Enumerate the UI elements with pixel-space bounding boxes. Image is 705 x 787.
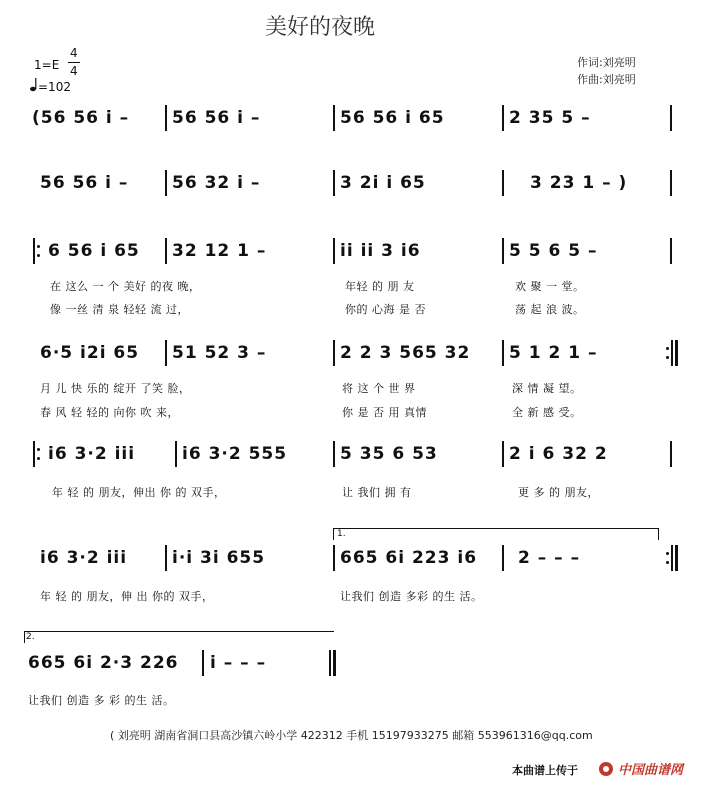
lyricist-credit: 作词:刘亮明 [577, 56, 636, 69]
time-signature-bottom: 4 [70, 64, 78, 78]
lyric-line: 在 这么 一 个 美好 的夜 晚， [50, 280, 201, 293]
repeat-barline [671, 545, 673, 571]
lyric-line: 你的 心海 是 否 [345, 303, 426, 316]
measure: 6·5 i2i 65 [40, 343, 140, 363]
barline [202, 650, 204, 676]
volta-bracket [333, 528, 658, 529]
barline [333, 340, 335, 366]
measure: i6 3·2 iii [40, 548, 128, 568]
measure: 665 6i 2·3 226 [28, 653, 179, 673]
barline [502, 105, 504, 131]
barline [333, 545, 335, 571]
barline [165, 545, 167, 571]
composer-credit: 作曲:刘亮明 [577, 73, 636, 86]
lyric-line: 更 多 的 朋友， [518, 486, 599, 499]
measure: (56 56 i – [32, 108, 130, 128]
measure: 56 56 i – [40, 173, 129, 193]
logo-text: 中国曲谱网 [618, 763, 684, 778]
barline [670, 238, 672, 264]
measure: i6 3·2 555 [182, 444, 288, 464]
barline [333, 441, 335, 467]
barline [670, 441, 672, 467]
volta-bracket-edge [658, 528, 659, 540]
measure: 5 35 6 53 [340, 444, 438, 464]
measure: i – – – [210, 653, 267, 673]
measure: 5 1 2 1 – [509, 343, 598, 363]
repeat-dot [37, 245, 40, 248]
lyric-line: 年 轻 的 朋友，伸出 你 的 双手， [52, 486, 226, 499]
lyric-line: 欢 聚 一 堂。 [515, 280, 585, 293]
measure: 5 5 6 5 – [509, 241, 598, 261]
barline [670, 170, 672, 196]
repeat-dot [37, 254, 40, 257]
volta-bracket-edge [333, 528, 334, 540]
measure: 2 i 6 32 2 [509, 444, 608, 464]
measure: 51 52 3 – [172, 343, 267, 363]
lyric-line: 深 情 凝 望。 [512, 382, 582, 395]
barline [502, 170, 504, 196]
measure: i6 3·2 iii [48, 444, 136, 464]
barline [502, 545, 504, 571]
measure: 3 23 1 – ) [530, 173, 628, 193]
repeat-dot [37, 457, 40, 460]
volta-bracket [24, 631, 334, 632]
barline [502, 441, 504, 467]
measure: 2 35 5 – [509, 108, 591, 128]
volta-bracket-edge [24, 631, 25, 643]
lyric-line: 月 儿 快 乐的 绽开 了笑 脸， [40, 382, 191, 395]
barline [175, 441, 177, 467]
barline [333, 170, 335, 196]
repeat-dot [666, 347, 669, 350]
measure: ii ii 3 i6 [340, 241, 421, 261]
lyric-line: 你 是 否 用 真情 [342, 406, 427, 419]
measure: 6 56 i 65 [48, 241, 140, 261]
measure: 56 56 i – [172, 108, 261, 128]
logo-icon [598, 761, 614, 777]
volta-number: 2. [26, 632, 35, 642]
quarter-note-icon [30, 78, 38, 92]
barline [333, 105, 335, 131]
barline [670, 105, 672, 131]
repeat-barline [33, 238, 35, 264]
barline [333, 238, 335, 264]
volta-number: 1. [337, 529, 346, 539]
repeat-dot [37, 448, 40, 451]
repeat-dot [666, 356, 669, 359]
final-barline-thick [333, 650, 336, 676]
time-signature-line [68, 62, 80, 63]
lyric-line: 年 轻 的 朋友，伸 出 你的 双手， [40, 590, 214, 603]
barline [165, 170, 167, 196]
song-title: 美好的夜晚 [265, 15, 376, 40]
lyric-line: 年轻 的 朋 友 [345, 280, 415, 293]
barline [502, 238, 504, 264]
time-signature-top: 4 [70, 46, 78, 60]
measure: 665 6i 223 i6 [340, 548, 478, 568]
barline [165, 105, 167, 131]
barline [165, 340, 167, 366]
measure: 56 56 i 65 [340, 108, 445, 128]
measure: 2 2 3 565 32 [340, 343, 471, 363]
lyric-line: 荡 起 浪 波。 [515, 303, 585, 316]
measure: 32 12 1 – [172, 241, 267, 261]
repeat-barline [33, 441, 35, 467]
key-signature: 1=E [34, 58, 60, 72]
lyric-line: 春 风 轻 轻的 向你 吹 来， [40, 406, 179, 419]
site-logo [598, 759, 696, 779]
measure: 2 – – – [518, 548, 581, 568]
barline [502, 340, 504, 366]
lyric-line: 将 这 个 世 界 [342, 382, 416, 395]
repeat-barline-thick [675, 340, 678, 366]
repeat-dot [666, 561, 669, 564]
lyric-line: 全 新 感 受。 [512, 406, 582, 419]
upload-label: 本曲谱上传于 [512, 764, 578, 777]
measure: i·i 3i 655 [172, 548, 266, 568]
contact-footer: ( 刘亮明 湖南省洞口县高沙镇六岭小学 422312 手机 15197933275 邮箱 553961316@qq.com [110, 729, 593, 742]
lyric-line: 像 一丝 清 泉 轻轻 流 过， [50, 303, 189, 316]
barline [165, 238, 167, 264]
repeat-barline [671, 340, 673, 366]
final-barline-thin [329, 650, 331, 676]
lyric-line: 让我们 创造 多 彩 的生 活。 [28, 694, 175, 707]
lyric-line: 让我们 创造 多彩 的生 活。 [340, 590, 483, 603]
measure: 56 32 i – [172, 173, 261, 193]
measure: 3 2i i 65 [340, 173, 426, 193]
repeat-barline-thick [675, 545, 678, 571]
repeat-dot [666, 552, 669, 555]
tempo-marking: =102 [38, 80, 71, 94]
lyric-line: 让 我们 拥 有 [342, 486, 412, 499]
